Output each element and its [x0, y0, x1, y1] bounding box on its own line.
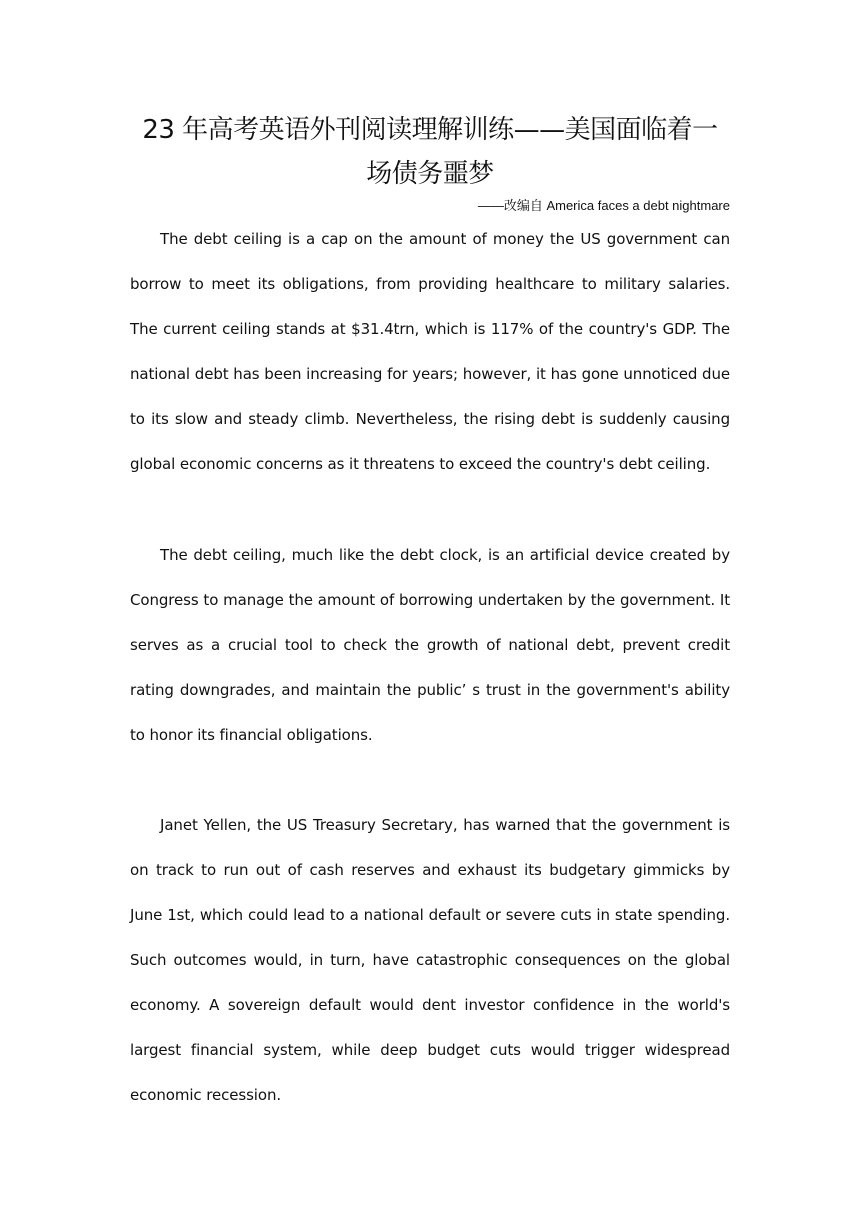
- paragraph-3: Janet Yellen, the US Treasury Secretary, has warned that the government is on track to run out of cash reserves and exhaust its budgetary gimmicks by June 1st, which could lead to a national default or severe cuts in state spending. Such outcomes would, in turn, have catastrophic consequences on the global economy. A sovereign default would dent investor confidence in the world's largest financial system, while deep budget cuts would trigger widespread economic recession.: [130, 816, 730, 1104]
- source-attribution: ——改编自 America faces a debt nightmare: [477, 198, 730, 213]
- document-title: 23 年高考英语外刊阅读理解训练——美国面临着一场债务噩梦: [142, 115, 718, 189]
- paragraph-1: The debt ceiling is a cap on the amount of money the US government can borrow to meet its obligations, from providing healthcare to military salaries. The current ceiling stands at $31.4trn, which is 117% of the country's GDP. The national debt has been increasing for years; however, it has gone unnoticed due to its slow and steady climb. Nevertheless, the rising debt is suddenly causing global economic concerns as it threatens to exceed the country's debt ceiling.: [130, 230, 730, 473]
- paragraph-2: The debt ceiling, much like the debt clock, is an artificial device created by Congress to manage the amount of borrowing undertaken by the government. It serves as a crucial tool to check the growth of national debt, prevent credit rating downgrades, and maintain the public’ s trust in the government's ability to honor its financial obligations.: [130, 546, 730, 744]
